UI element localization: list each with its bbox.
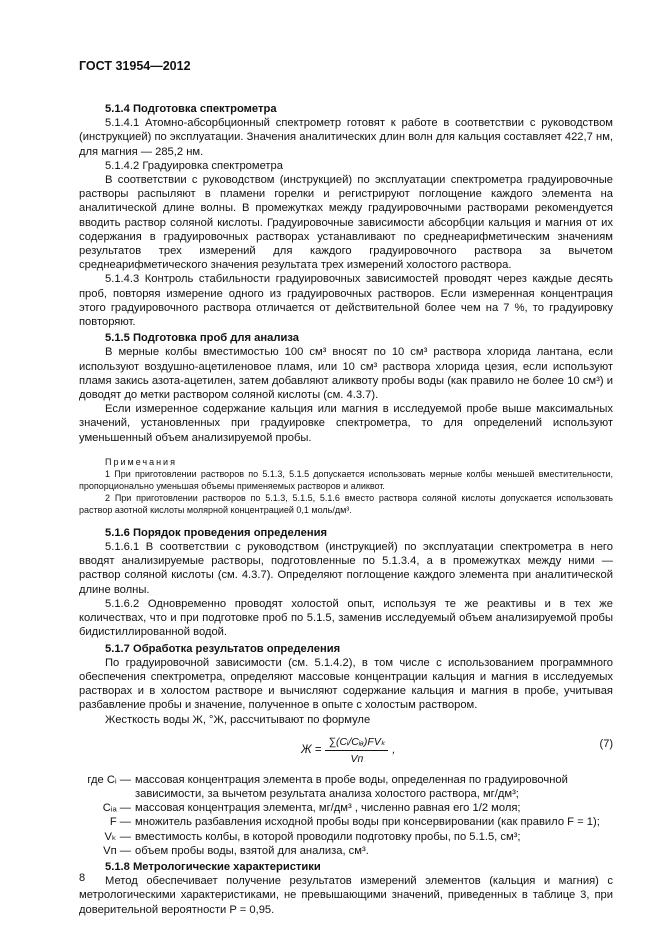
- variable-description: вместимость колбы, в которой проводили подготовку пробы, по 5.1.5, см³;: [135, 830, 521, 843]
- formula-tail: ,: [392, 744, 396, 757]
- formula-lhs: Ж =: [301, 744, 322, 757]
- paragraph-5-1-7-2: Жесткость воды Ж, °Ж, рассчитывают по формуле: [105, 713, 371, 726]
- formula-7: [79, 729, 613, 769]
- equation-number: (7): [599, 737, 613, 750]
- variable-definitions: [79, 773, 613, 858]
- subheading-5-1-4-2: 5.1.4.2 Градуировка спектрометра: [105, 159, 283, 172]
- paragraph-5-1-5-2: Если измеренное содержание кальция или магния в исследуемой пробе выше максимальных значений, установленных при градуировке спектрометра, то для определений используют уменьшенный объем анализируемой пробы.: [79, 403, 613, 444]
- document-body: [79, 100, 613, 917]
- heading-5-1-6: 5.1.6 Порядок проведения определения: [105, 526, 328, 539]
- formula-denominator: Vп: [350, 752, 364, 765]
- variable-symbol: где Cᵢ —: [87, 773, 131, 786]
- page-number: 8: [79, 872, 86, 884]
- variable-description: объем пробы воды, взятой для анализа, см³.: [135, 844, 369, 857]
- heading-5-1-4: 5.1.4 Подготовка спектрометра: [105, 103, 277, 115]
- formula-numerator: ∑(Cᵢ/Cᵢₐ)FVₖ: [325, 735, 388, 751]
- variable-description: массовая концентрация элемента в пробе воды, определенная по градуировочной зависимости, за вычетом результата анализа холостого раствора, мг/дм³;: [135, 773, 568, 800]
- variable-description: множитель разбавления исходной пробы воды при консервировании (как правило F = 1);: [135, 816, 600, 829]
- document-header: ГОСТ 31954—2012: [79, 59, 191, 73]
- heading-5-1-8: 5.1.8 Метрологические характеристики: [105, 860, 321, 873]
- paragraph-5-1-6-1: 5.1.6.1 В соответствии с руководством (инструкцией) по эксплуатации спектрометра в него вводят анализируемые растворы, подготовленные по 5.1.3.4, а в промежутках между ними — раствор соляной кислоты (см. 4.3.7). Определяют поглощение каждого элемента при аналитической длине волны.: [79, 541, 613, 596]
- variable-symbol: Vп —: [103, 844, 131, 857]
- variable-symbol: F —: [109, 816, 131, 829]
- notes-title: Примечания: [105, 456, 177, 467]
- paragraph-5-1-6-2: 5.1.6.2 Одновременно проводят холостой опыт, используя те же реактивы и в тех же количествах, что и при подготовке проб по 5.1.5, заменив исследуемый объем анализируемой пробы бидистиллированной водой.: [79, 597, 613, 639]
- note-1: 1 При приготовлении растворов по 5.1.3, 5.1.5 допускается использовать мерные колбы меньшей вместительности, пропорционально уменьшая объемы применяемых растворов и аликвот.: [79, 468, 613, 491]
- formula-expression: [301, 735, 396, 766]
- note-2: 2 При приготовлении растворов по 5.1.3, 5.1.5, 5.1.6 вместо раствора соляной кислоты допускается использовать раствор азотной кислоты молярной концентрацией 0,1 моль/дм³.: [79, 492, 613, 515]
- heading-5-1-7: 5.1.7 Обработка результатов определения: [105, 642, 341, 655]
- variable-symbol: Vₖ —: [104, 830, 131, 843]
- paragraph-5-1-4-3: 5.1.4.3 Контроль стабильности градуировочных зависимостей проводят через каждые десять проб, повторяя измерение одного из градуировочных растворов. Если измеренная концентрация этого градуировочного раствора отличается от действительной более чем на 7 %, то градуировку повторяют.: [79, 273, 613, 329]
- variable-symbol: Cᵢₐ —: [102, 802, 131, 815]
- paragraph-5-1-5-1: В мерные колбы вместимостью 100 см³ вносят по 10 см³ раствора хлорида лантана, если используют воздушно-ацетиленовое пламя, или 10 см³ раствора хлорида цезия, если используют пламя закись азота-ацетилен, затем добавляют аликвоту пробы воды (как правило не более 10 см³) и доводят до метки раствором соляной кислоты (см. 4.3.7).: [79, 346, 613, 402]
- variable-description: массовая концентрация элемента, мг/дм³ , численно равная его 1/2 моля;: [135, 802, 521, 815]
- paragraph-5-1-7-1: По градуировочной зависимости (см. 5.1.4.2), в том числе с использованием программного обеспечения спектрометра, определяют массовые концентрации кальция и магния в исследуемых растворах и в холостом растворе и вычисляют содержание кальция и магния в пробе, учитывая разбавление пробы и значение, полученное в опыте с холостым раствором.: [79, 656, 613, 712]
- paragraph-5-1-8: Метод обеспечивает получение результатов измерений элементов (кальция и магния) с метрологическими характеристиками, не превышающими значений, приведенных в таблице 3, при доверительной вероятности P = 0,95.: [79, 875, 613, 916]
- paragraph-5-1-4-1: 5.1.4.1 Атомно-абсорбционный спектрометр готовят к работе в соответствии с руководством (инструкцией) по эксплуатации. Значения аналитических длин волн для кальция составляет 422,7 нм, для магния — 285,2 нм.: [79, 117, 613, 158]
- heading-5-1-5: 5.1.5 Подготовка проб для анализа: [105, 332, 299, 345]
- paragraph-5-1-4-2: В соответствии с руководством (инструкцией) по эксплуатации спектрометра градуировочные растворы распыляют в пламени горелки и регистрируют поглощение каждого элемента на аналитической длине волны. В промежутках между градуировочными растворами рекомендуется вводить раствор соляной кислоты. Градуировочные зависимости абсорбции кальция и магния от их содержания в градуировочных растворах устанавливают по среднеарифметическим значениям результатов трех измерений для каждого градуировочного раствора за вычетом среднеарифметического значения результата трех измерений холостого раствора.: [79, 174, 613, 272]
- formula-fraction: [325, 735, 388, 766]
